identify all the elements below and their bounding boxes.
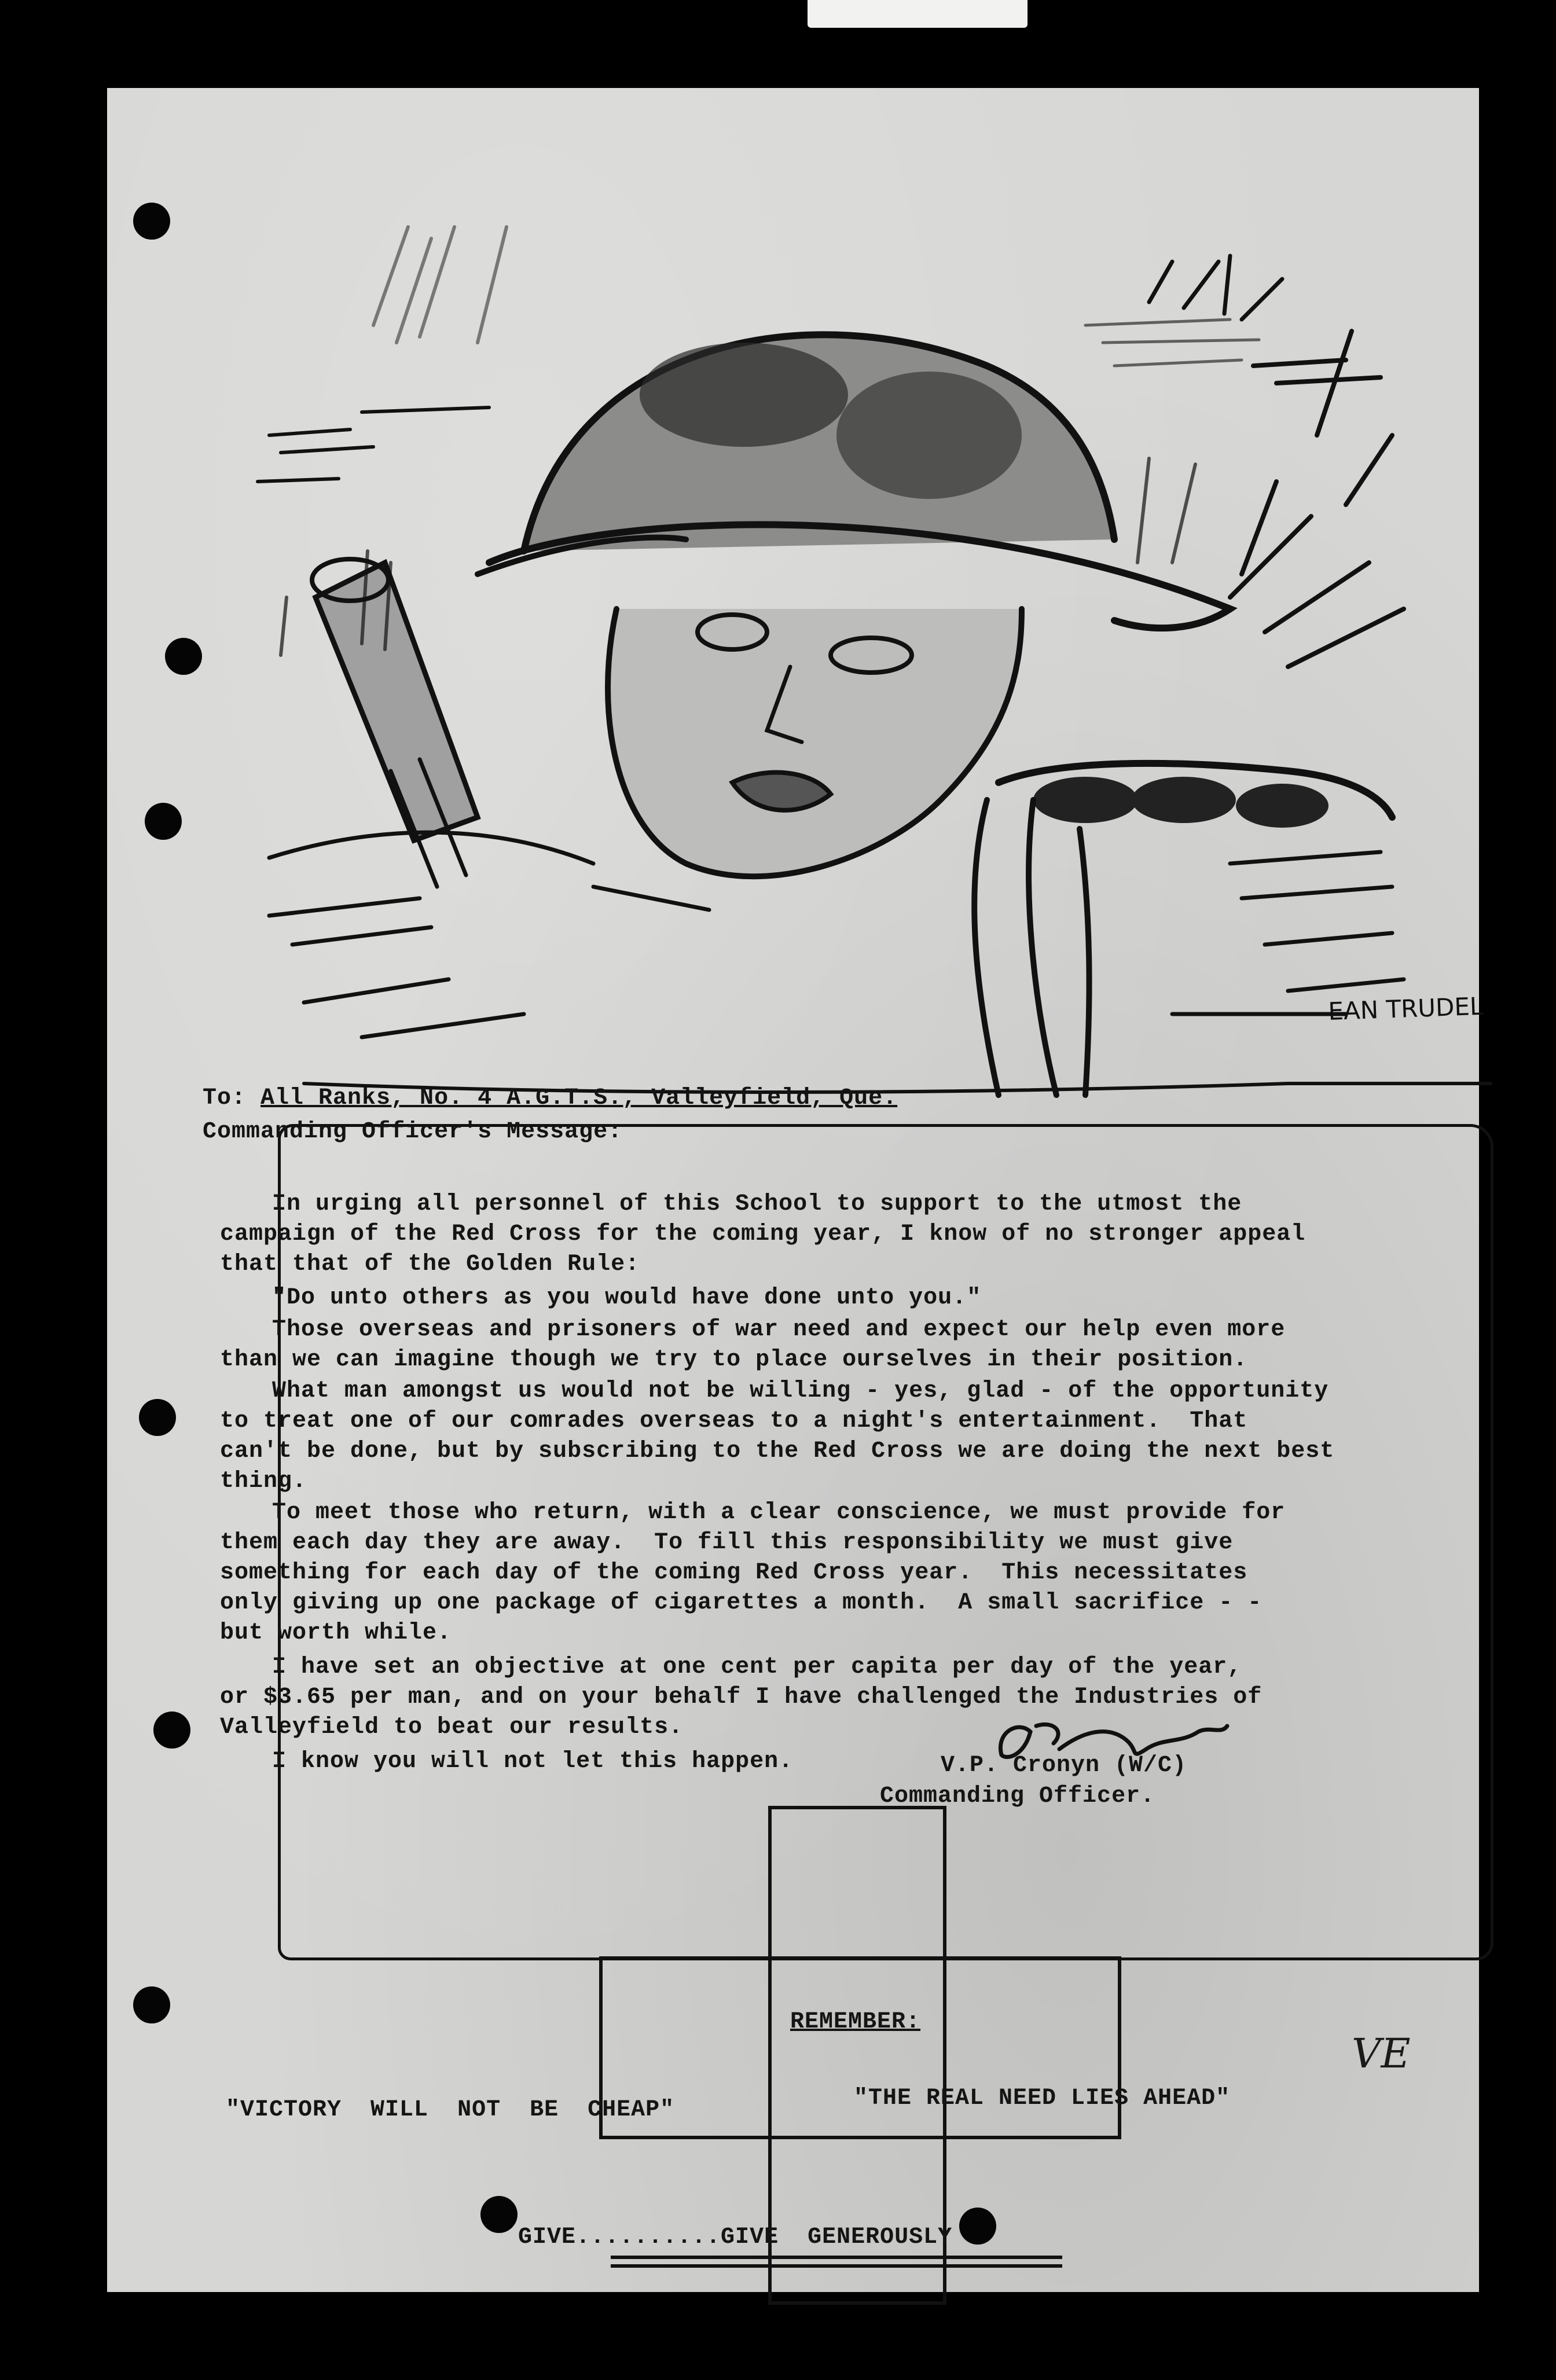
body-line: or $3.65 per man, and on your behalf I have challenged the Industries of xyxy=(220,1684,1263,1710)
body-line: thing. xyxy=(220,1468,307,1494)
body-line: I know you will not let this happen. xyxy=(272,1749,794,1775)
signer-title: Commanding Officer. xyxy=(880,1783,1155,1809)
body-line: Valleyfield to beat our results. xyxy=(220,1714,684,1740)
punch-hole xyxy=(480,2196,518,2233)
body-line: In urging all personnel of this School to support to the utmost the xyxy=(272,1191,1242,1217)
to-recipients: All Ranks, No. 4 A.G.T.S., Valleyfield, Que. xyxy=(260,1085,898,1111)
give-generously: GIVE..........GIVE GENEROUSLY xyxy=(518,2224,953,2250)
body-line: Those overseas and prisoners of war need and expect our help even more xyxy=(272,1317,1286,1343)
to-line: To: All Ranks, No. 4 A.G.T.S., Valleyfield, Que. xyxy=(203,1085,898,1111)
artist-signature: EAN TRUDEL xyxy=(1327,991,1484,1026)
punch-hole xyxy=(133,203,170,240)
punch-hole xyxy=(959,2208,996,2245)
punch-hole xyxy=(153,1711,190,1749)
double-underline-bottom xyxy=(611,2264,1062,2268)
body-line: them each day they are away. To fill this responsibility we must give xyxy=(220,1530,1234,1556)
body-line: To meet those who return, with a clear conscience, we must provide for xyxy=(272,1500,1286,1526)
punch-hole xyxy=(145,803,182,840)
remember-label: REMEMBER: xyxy=(790,2009,921,2035)
body-line: but worth while. xyxy=(220,1620,452,1646)
double-underline-top xyxy=(611,2256,1062,2259)
body-line: What man amongst us would not be willing - yes, glad - of the opportunity xyxy=(272,1378,1329,1404)
punch-hole xyxy=(133,1986,170,2023)
document-page xyxy=(107,88,1484,2292)
body-line: I have set an objective at one cent per capita per day of the year, xyxy=(272,1654,1242,1680)
signer-name: V.P. Cronyn (W/C) xyxy=(941,1753,1187,1779)
body-line: campaign of the Red Cross for the coming year, I know of no stronger appeal xyxy=(220,1221,1306,1247)
archive-label-tab xyxy=(808,0,1027,28)
body-line: something for each day of the coming Red Cross year. This necessitates xyxy=(220,1560,1248,1586)
body-line: to treat one of our comrades overseas to a night's entertainment. That xyxy=(220,1408,1248,1434)
punch-hole xyxy=(139,1399,176,1436)
body-line: that that of the Golden Rule: xyxy=(220,1251,640,1277)
body-line: only giving up one package of cigarettes a month. A small sacrifice - - xyxy=(220,1590,1263,1616)
slogan-right: "THE REAL NEED LIES AHEAD" xyxy=(854,2085,1231,2111)
slogan-left: "VICTORY WILL NOT BE CHEAP" xyxy=(226,2097,675,2123)
body-line: "Do unto others as you would have done unto you." xyxy=(272,1285,982,1311)
message-heading: Commanding Officer's Message: xyxy=(203,1119,623,1145)
body-line: than we can imagine though we try to place ourselves in their position. xyxy=(220,1347,1248,1373)
soldier-illustration xyxy=(246,192,1520,1118)
margin-initials: VE xyxy=(1352,2030,1411,2077)
body-line: can't be done, but by subscribing to the Red Cross we are doing the next best xyxy=(220,1438,1335,1464)
punch-hole xyxy=(165,638,202,675)
